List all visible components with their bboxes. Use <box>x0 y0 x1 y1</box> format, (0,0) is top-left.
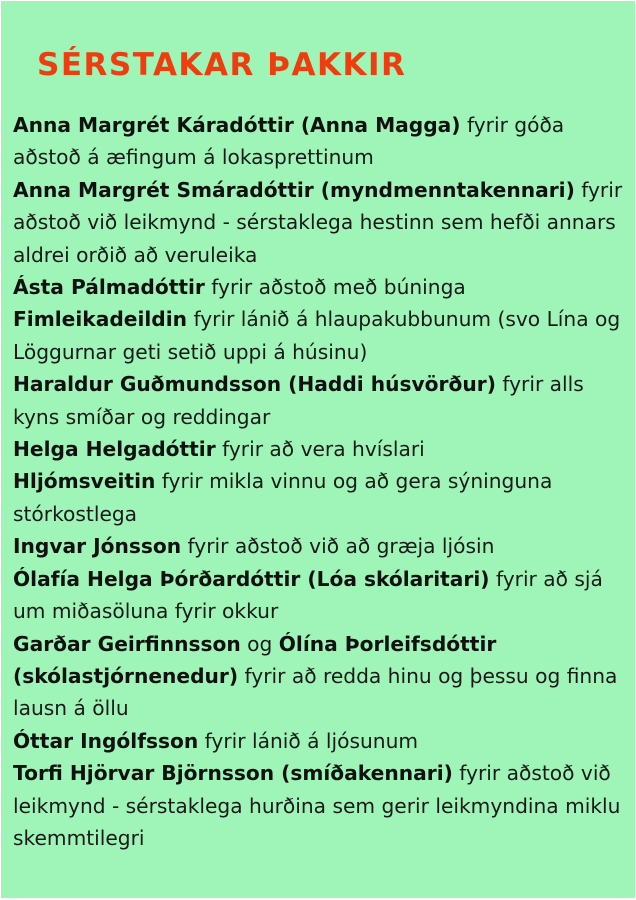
thanks-entry <box>13 563 625 628</box>
thanks-entry-name: Garðar Geirfinnsson <box>13 631 241 656</box>
thanks-entry <box>13 368 625 433</box>
thanks-entry <box>13 465 625 530</box>
thanks-entry-name: Ingvar Jónsson <box>13 534 182 559</box>
thanks-entry-name: Helga Helgadóttir <box>13 437 216 462</box>
page-title: SÉRSTAKAR ÞAKKIR <box>37 47 407 83</box>
thanks-entry-text: og <box>240 631 279 656</box>
thanks-entry-name: Ásta Pálmadóttir <box>13 275 205 300</box>
thanks-entry-text: fyrir aðstoð við leikmynd - sérstaklega hestinn sem hefði annars aldrei orðið að veruleika <box>13 177 623 267</box>
thanks-entry-name: Fimleikadeildin <box>13 307 188 332</box>
thanks-entry-name: Ólína Þorleifsdóttir (skólastjórnenedur) <box>13 631 497 688</box>
thanks-entry <box>13 628 625 725</box>
thanks-entry <box>13 725 625 757</box>
thanks-entry-text: fyrir að redda hinu og þessu og finna lausn á öllu <box>13 663 618 721</box>
thanks-entry-text: fyrir lánið á ljósunum <box>198 728 419 753</box>
thanks-entry <box>13 174 625 271</box>
thanks-entry-name: Anna Margrét Smáradóttir (myndmenntakennari) <box>13 177 575 202</box>
thanks-entry-name: Ólafía Helga Þórðardóttir (Lóa skólaritari) <box>13 566 490 591</box>
thanks-entry-text: fyrir aðstoð við leikmynd - sérstaklega hurðina sem gerir leikmyndina miklu skemmtilegri <box>13 761 621 850</box>
thanks-entry <box>13 530 625 562</box>
thanks-entry-text: fyrir alls kyns smíðar og reddingar <box>13 372 584 429</box>
thanks-entry <box>13 271 625 303</box>
thanks-entry <box>13 303 625 368</box>
thanks-entry-name: Torfi Hjörvar Björnsson (smíðakennari) <box>13 761 453 786</box>
thanks-entry <box>13 109 625 174</box>
thanks-entry-text: fyrir mikla vinnu og að gera sýninguna stórkostlega <box>13 469 553 526</box>
thanks-entry <box>13 757 625 854</box>
thanks-entry <box>13 433 625 465</box>
thanks-entry-text: fyrir að sjá um miðasöluna fyrir okkur <box>13 566 603 624</box>
thanks-entry-name: Óttar Ingólfsson <box>13 728 199 753</box>
thanks-entry-name: Haraldur Guðmundsson (Haddi húsvörður) <box>13 372 496 397</box>
thanks-list <box>13 109 625 854</box>
thanks-entry-text: fyrir aðstoð við að græja ljósin <box>181 534 495 559</box>
thanks-entry-text: fyrir aðstoð með búninga <box>204 275 466 300</box>
thanks-entry-name: Anna Margrét Káradóttir (Anna Magga) <box>13 113 461 137</box>
thanks-page <box>1 1 635 898</box>
thanks-entry-text: fyrir að vera hvíslari <box>215 437 425 462</box>
thanks-entry-text: fyrir góða aðstoð á æfingum á lokasprettinum <box>13 113 565 170</box>
thanks-entry-name: Hljómsveitin <box>13 469 156 494</box>
thanks-entry-text: fyrir lánið á hlaupakubbunum (svo Lína og Löggurnar geti setið uppi á húsinu) <box>13 307 621 364</box>
